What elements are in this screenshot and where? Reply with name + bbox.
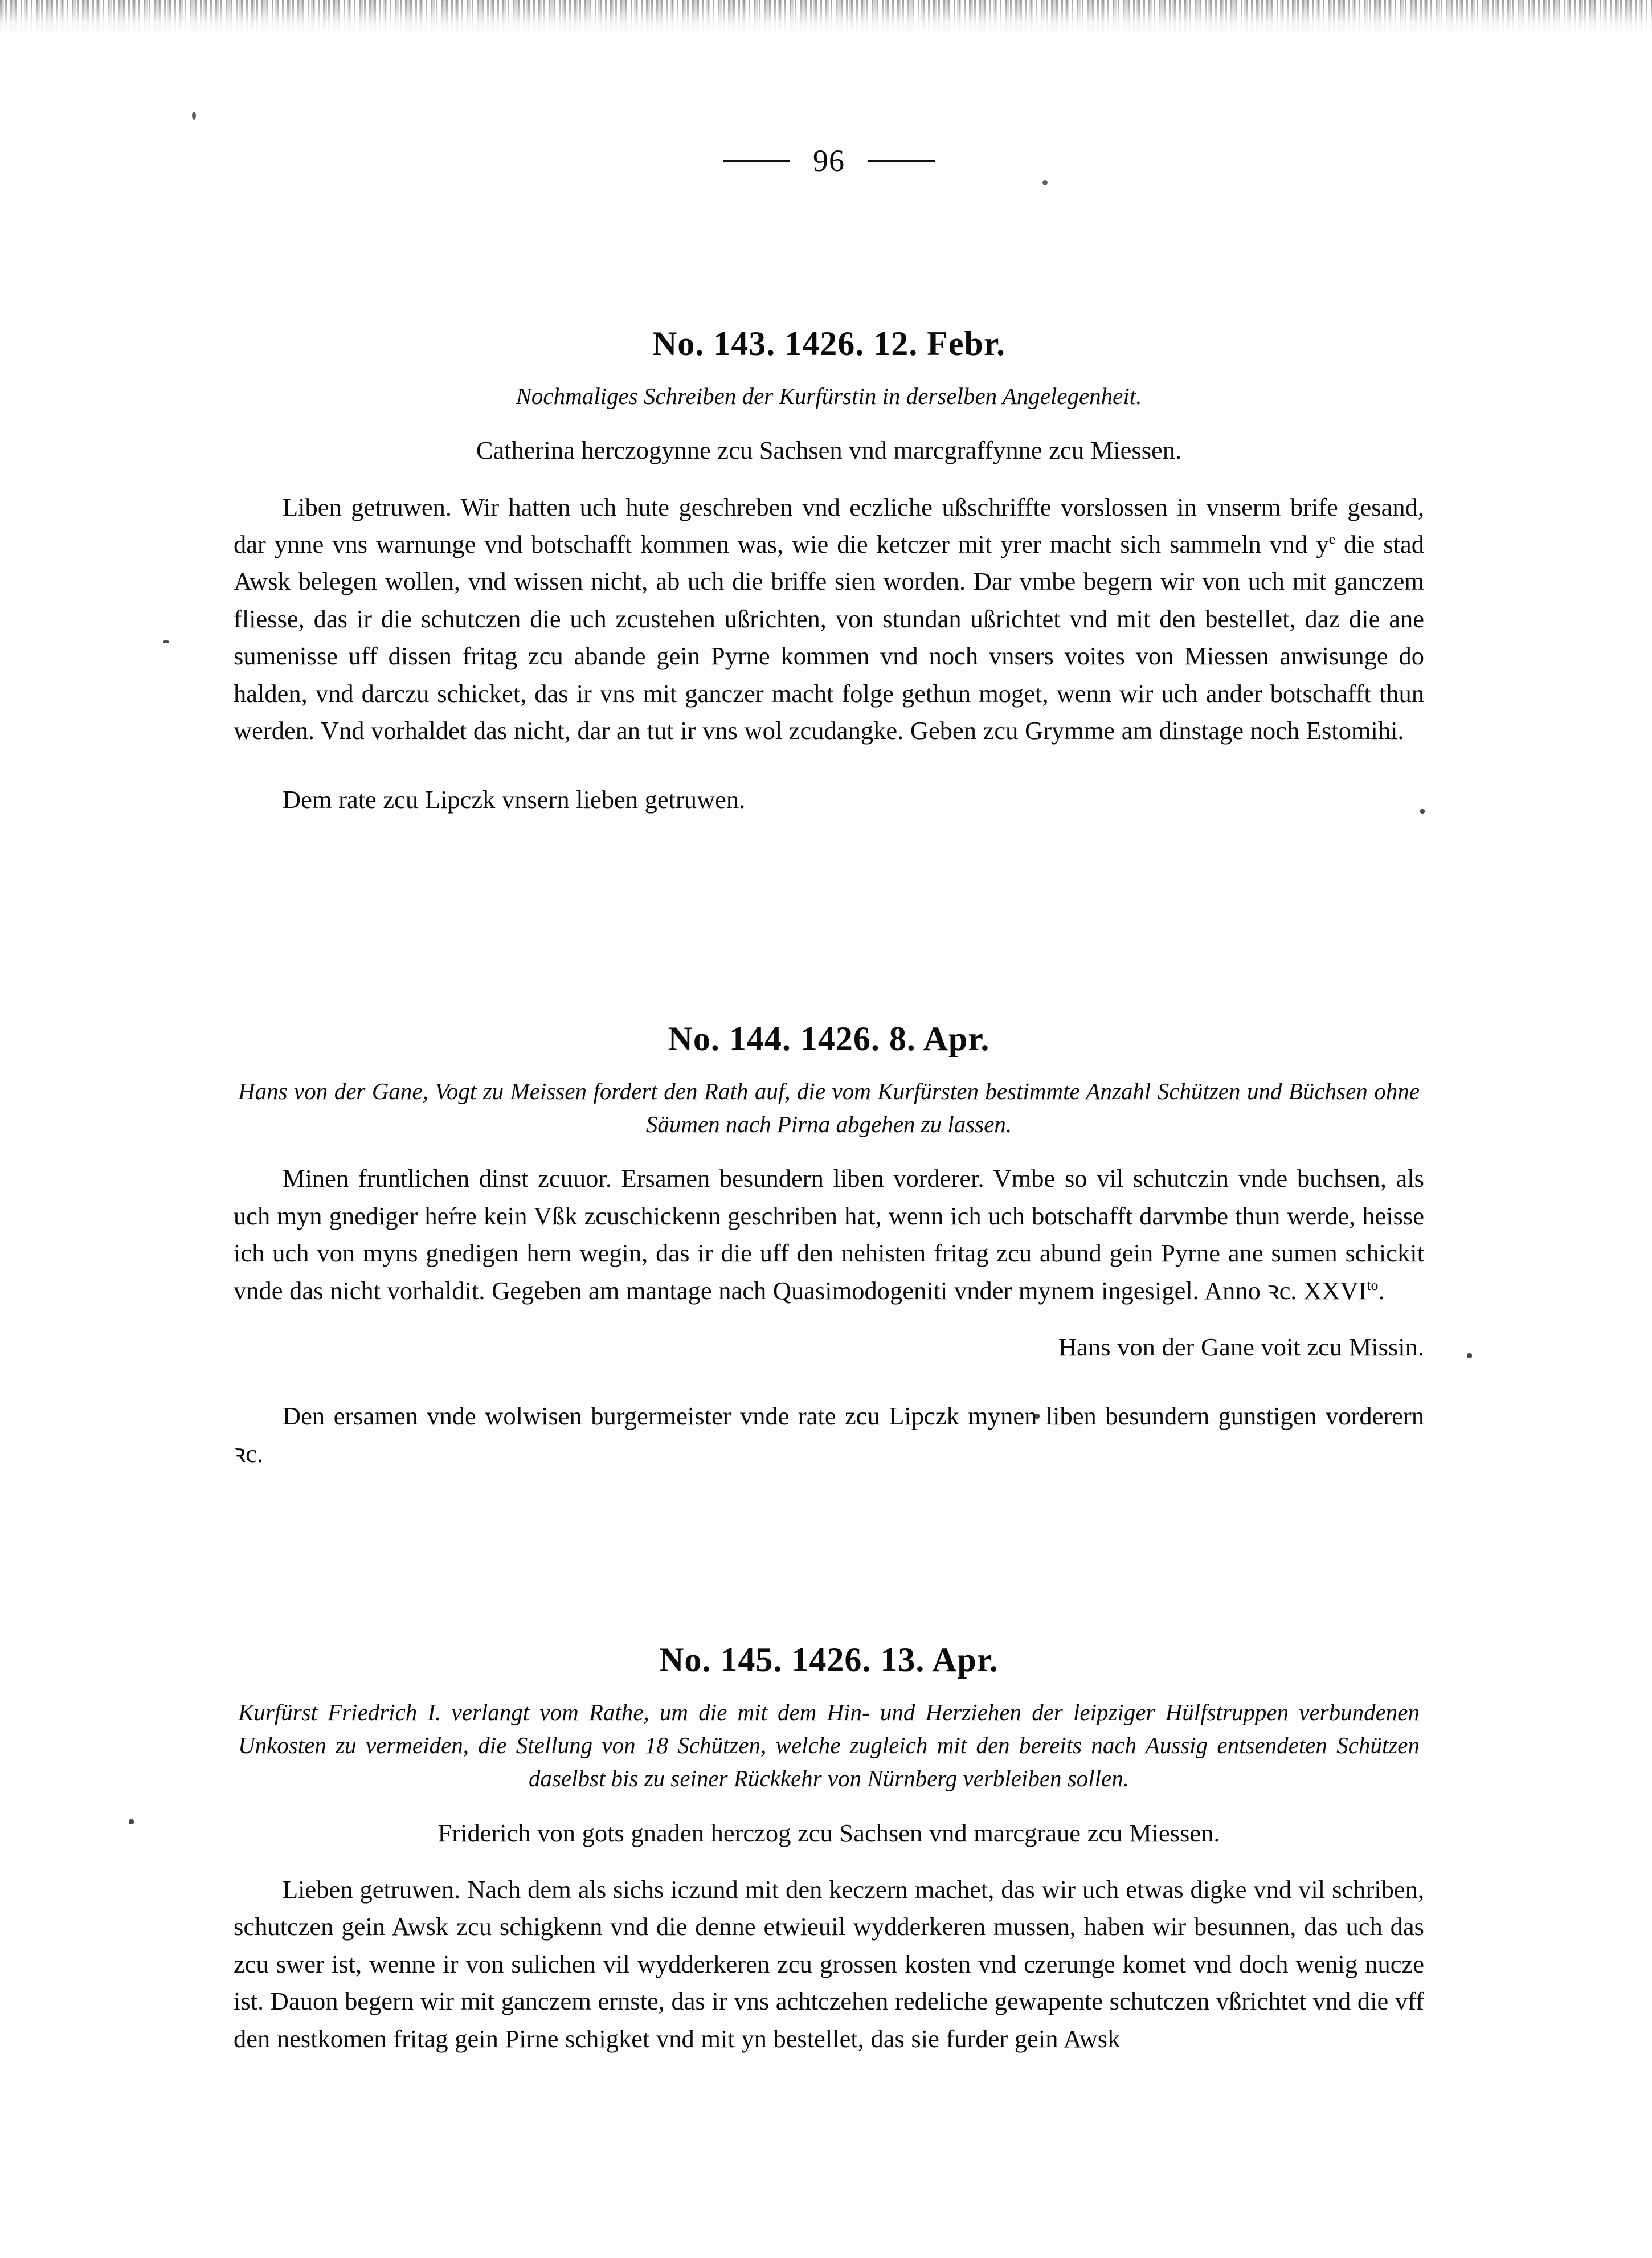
- entry-body: Lieben getruwen. Nach dem als sichs iczund mit den keczern machet, das wir uch etwas digke vnd vil schriben, schutczen gein Awsk zcu schigkenn vnd die denne etwieuil wydderkeren mussen, haben wir besunnen, das uch das zcu swer ist, wenne ir von sulichen vil wydderkeren zcu grossen kosten vnd czerunge komet vnd doch wenig nucze ist. Dauon begern wir mit ganczem ernste, das ir vns achtczehen redeliche gewapente schutczen vßrichtet vnd die vff den nestkomen fritag gein Pirne schigket vnd mit yn bestellet, das sie furder gein Awsk: [234, 1875, 1424, 2053]
- ink-speck: [129, 1819, 134, 1824]
- ink-speck: [1042, 180, 1048, 185]
- document-entry-145: [234, 1641, 1424, 2057]
- entry-title: No. 144. 1426. 8. Apr.: [668, 1020, 990, 1057]
- entry-body: Liben getruwen. Wir hatten uch hute geschreben vnd eczliche ußschriffte vorslossen in vnserm brife gesand, dar ynne vns warnunge vnd botschafft kommen was, wie die ketczer mit yrer macht sich sammeln vnd $y^e$ die stad Awsk belegen wollen, vnd wissen nicht, ab uch die briffe sien worden. Dar vmbe begern wir von uch mit ganczem fliesse, das ir die schutczen die uch zcustehen ußrichten, von stundan ußrichtet vnd mit den bestellet, daz die ane sumenisse uff dissen fritag zcu abande gein Pyrne kommen vnd noch vnsers voites von Miessen anwisunge do halden, vnd darczu schicket, das ir vns mit ganczer macht folge gethun moget, wenn wir uch ander botschafft thun werden. Vnd vorhaldet das nicht, dar an tut ir vns wol zcudangke. Geben zcu Grymme am dinstage noch Estomihi.: [234, 492, 1424, 745]
- entry-body: Minen fruntlichen dinst zcuuor. Ersamen besundern liben vorderer. Vmbe so vil schutczin vnde buchsen, als uch myn gnediger heŕre kein Vßk zcuschickenn geschriben hat, wenn ich uch botschafft darvmbe thun werde, heisse ich uch von myns gnedigen hern wegin, das ir die uff den nehisten fritag zcu abund gein Pyrne ane sumen schickit vnde das nicht vorhaldit. Gegeben am mantage nach Quasimodogeniti vnder mynem ingesigel. Anno ꝛc. $XXVI^{to}$.: [234, 1164, 1424, 1305]
- document-entry-143: [234, 325, 1424, 819]
- entry-salutation: Friderich von gots gnaden herczog zcu Sachsen vnd marcgraue zcu Miessen.: [437, 1818, 1220, 1847]
- entry-title: No. 143. 1426. 12. Febr.: [652, 325, 1006, 362]
- entry-regest: Hans von der Gane, Vogt zu Meissen fordert den Rath auf, die vom Kurfürsten bestimmte Anzahl Schützen und Büchsen ohne Säumen nach Pirna abgehen zu lassen.: [238, 1078, 1420, 1138]
- ink-speck: [1467, 1353, 1472, 1358]
- entry-regest: Kurfürst Friedrich I. verlangt vom Rathe, um die mit dem Hin- und Herziehen der leipziger Hülfstruppen verbundenen Unkosten zu vermeiden, die Stellung von 18 Schützen, welche zugleich mit den bereits nach Aussig entsendeten Schützen daselbst bis zu seiner Rückkehr von Nürnberg verbleiben sollen.: [238, 1699, 1420, 1792]
- running-head: [234, 145, 1424, 176]
- entry-title: No. 145. 1426. 13. Apr.: [659, 1641, 999, 1679]
- entry-salutation: Catherina herczogynne zcu Sachsen vnd marcgraffynne zcu Miessen.: [476, 436, 1182, 465]
- entry-address: Dem rate zcu Lipczk vnsern lieben getruwen.: [283, 785, 746, 814]
- document-entry-144: [234, 1020, 1424, 1472]
- header-rule-right: [868, 160, 935, 162]
- ink-speck: [163, 640, 169, 643]
- ink-speck: [192, 112, 196, 120]
- entry-address: Den ersamen vnde wolwisen burgermeister vnde rate zcu Lipczk mynen liben besundern gunstigen vorderern ꝛc.: [234, 1402, 1424, 1468]
- entry-regest: Nochmaliges Schreiben der Kurfürstin in derselben Angelegenheit.: [516, 383, 1142, 409]
- header-rule-left: [723, 160, 790, 162]
- folio-number: 96: [813, 144, 845, 178]
- scan-edge-artifact: [0, 0, 1652, 34]
- entry-signature: Hans von der Gane voit zcu Missin.: [1058, 1333, 1424, 1362]
